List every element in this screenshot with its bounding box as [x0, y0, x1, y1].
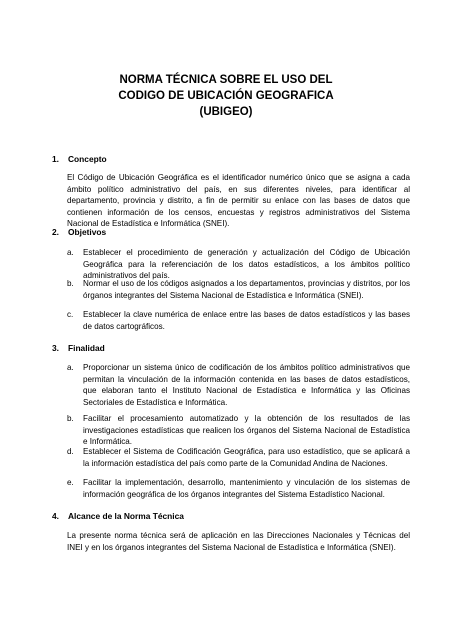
list-item: [67, 446, 410, 469]
section-number: 1.: [52, 154, 59, 164]
section-title: Alcance de la Norma Técnica: [68, 511, 184, 521]
list-item-text: Facilitar el procesamiento automatizado y la obtención de los resultados de las investigaciones estadísticas que realicen los órganos del Sistema Nacional de Estadística e Informática.: [83, 414, 410, 446]
list-marker: c.: [67, 310, 74, 319]
section-number: 2.: [52, 227, 59, 237]
title-line-1: NORMA TÉCNICA SOBRE EL USO DEL: [119, 74, 333, 86]
section-title: Concepto: [68, 154, 107, 164]
section-number: 3.: [52, 343, 59, 353]
title-line-2: CODIGO DE UBICACIÓN GEOGRAFICA: [118, 90, 334, 102]
list-item-text: Facilitar la implementación, desarrollo, mantenimiento y vinculación de los sistemas de información geográfica de los órganos integrantes del Sistema Estadístico Nacional.: [83, 478, 410, 499]
list-item-text: Establecer la clave numérica de enlace entre las bases de datos estadísticos y las bases de datos cartográficos.: [83, 310, 410, 331]
list-item-text: Establecer el procedimiento de generación y actualización del Código de Ubicación Geográfica para la referenciación de los datos estadísticos, a los ámbitos político administrativos del país.: [83, 248, 410, 280]
section-heading-finalidad: [52, 342, 105, 354]
section-heading-concepto: [52, 153, 107, 165]
list-marker: e.: [67, 478, 74, 487]
section-heading-alcance: [52, 510, 184, 522]
section-title: Objetivos: [68, 227, 107, 237]
list-item-text: Normar el uso de los códigos asignados a los departamentos, provincias y distritos, por los órganos integrantes del Sistema Nacional de Estadística e Informática (SNEI).: [83, 279, 410, 300]
list-marker: a.: [67, 363, 74, 372]
list-item-text: Establecer el Sistema de Codificación Geográfica, para uso estadístico, que se aplicará a la información estadística del país como parte de la Comunidad Andina de Naciones.: [83, 447, 410, 468]
list-item: [67, 362, 410, 408]
title-line-3: (UBIGEO): [199, 106, 253, 118]
list-item-text: Proporcionar un sistema único de codificación de los ámbitos político administrativos que permitan la vinculación de la información contenida en las bases de datos estadísticos, que elaboran tanto el Instituto Nacional de Estadística e Informática y las Oficinas Sectoriales de Estadística e Informática.: [83, 363, 410, 407]
list-item: [67, 309, 410, 332]
section-title: Finalidad: [68, 343, 105, 353]
section-paragraph-alcance: La presente norma técnica será de aplicación en las Direcciones Nacionales y Técnicas del INEI y en los órganos integrantes del Sistema Nacional de Estadística e Informática (SNEI).: [67, 531, 410, 552]
document-title: [0, 72, 452, 120]
list-marker: b.: [67, 414, 74, 423]
list-item: [67, 413, 410, 448]
list-item: [67, 278, 410, 301]
list-marker: b.: [67, 279, 74, 288]
section-number: 4.: [52, 511, 59, 521]
list-item: [67, 477, 410, 500]
section-heading-objetivos: [52, 226, 106, 238]
list-marker: a.: [67, 248, 74, 257]
list-item: [67, 247, 410, 282]
section-paragraph-concepto: El Código de Ubicación Geográfica es el identificador numérico único que se asigna a cada ámbito político administrativo del país, en sus diferentes niveles, para identificar al departamento, provincia y distrito, a fin de permitir su enlace con las bases de datos que contienen información de los censos, encuestas y registros administrativos del Sistema Nacional de Estadística e Informática (SNEI).: [67, 173, 410, 228]
list-marker: d.: [67, 447, 74, 456]
